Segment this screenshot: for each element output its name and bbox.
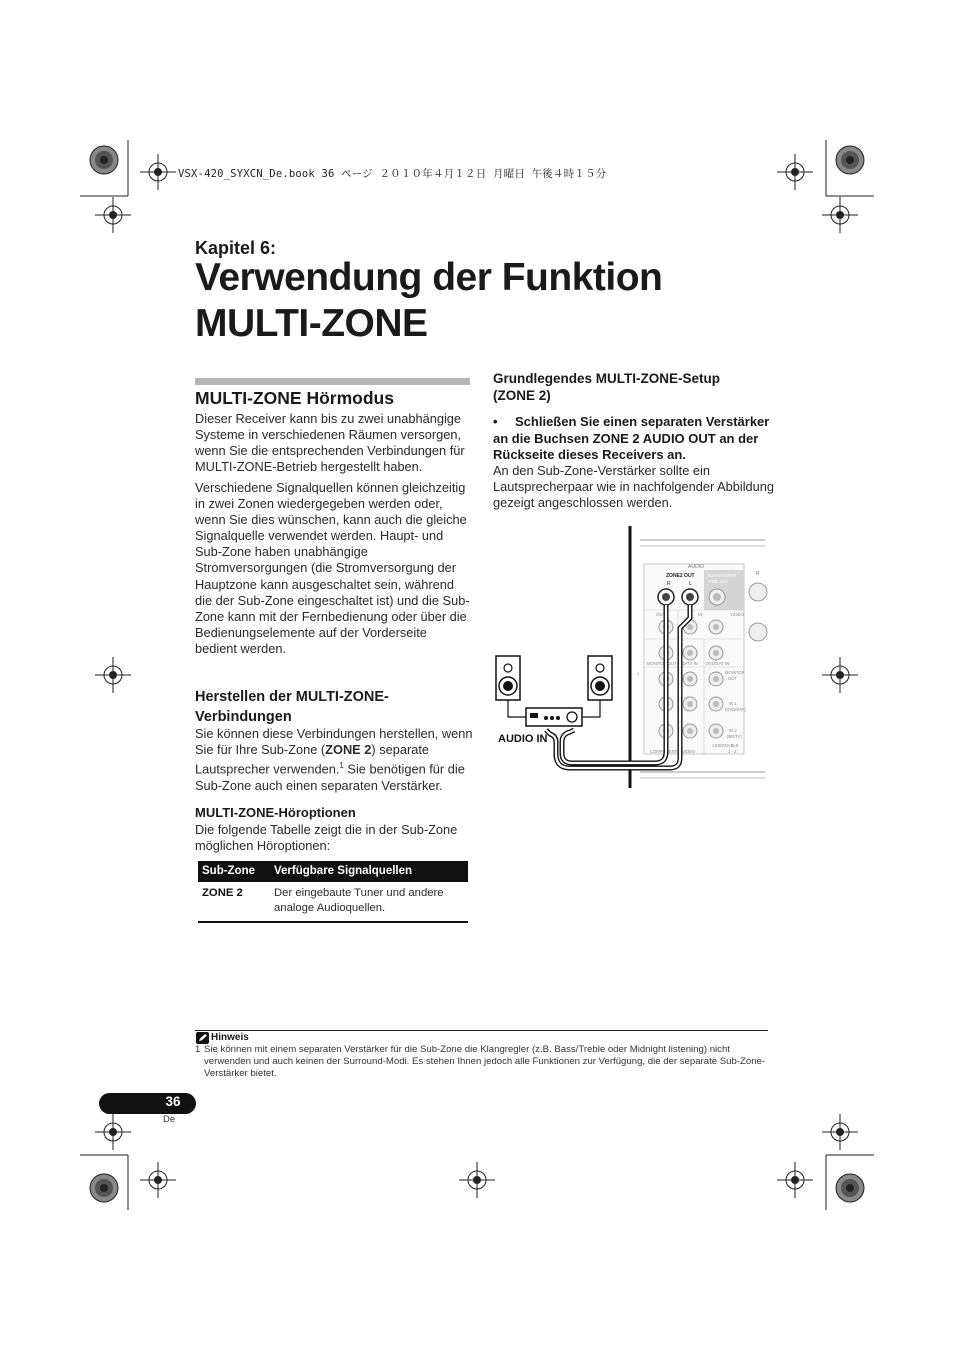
- note-body: Sie können mit einem separaten Verstärker für die Sub-Zone die Klangregler (z.B. Bass/Treble oder Midnight listening) nicht verwenden und auch keinen der Surround-Modi. Es stehen Ihnen jedoch alle Funktionen zur Verfügung, die der separate Sub-Zone-Verstärker bietet.: [204, 1044, 766, 1080]
- connections-text-b: ) separate Lautsprecher verwenden.: [195, 742, 430, 777]
- setup-title: Grundlegendes MULTI-ZONE-Setup (ZONE 2): [493, 371, 720, 403]
- panel-audio-label: AUDIO: [688, 564, 704, 570]
- video-label: VIDEO: [730, 612, 745, 617]
- note-text: [195, 1044, 770, 1081]
- subsection-title: Herstellen der MULTI-ZONE-Verbindungen: [195, 689, 389, 725]
- bd-tv-label: (BD/TV): [727, 734, 743, 739]
- table-cell-sources: Der eingebaute Tuner und andere analoge Audioquellen.: [270, 882, 468, 922]
- in1-label: IN 1: [729, 701, 737, 706]
- pre-out-label: PRE OUT: [709, 579, 730, 584]
- page-number: 36: [165, 1094, 181, 1109]
- note-rule: [195, 1030, 768, 1031]
- audio-in-label: AUDIO IN: [498, 733, 548, 745]
- table-header-sources: Verfügbare Signalquellen: [270, 861, 468, 882]
- edge-r-label: R: [756, 571, 760, 577]
- options-title: MULTI-ZONE-Höroptionen: [195, 805, 356, 820]
- section-title: MULTI-ZONE Hörmodus: [195, 388, 394, 408]
- zone2-connection-diagram: [490, 522, 770, 792]
- connections-text-a: Sie können diese Verbindungen herstellen, wenn Sie für Ihre Sub-Zone (: [195, 726, 473, 758]
- monitor-label: MONITOR: [725, 670, 745, 675]
- note-title: Hinweis: [211, 1032, 249, 1043]
- assignable-label: ASSIGNABLE: [712, 743, 739, 748]
- options-intro: Die folgende Tabelle zeigt die in der Sub-Zone möglichen Höroptionen:: [195, 822, 458, 854]
- dvd-sat-in-label: DVD/SAT IN: [706, 661, 730, 666]
- chapter-title-line1: Verwendung der Funktion: [195, 256, 663, 299]
- in-label: IN: [698, 612, 703, 617]
- zone2-r-label: R: [667, 581, 671, 587]
- zone2-out-label: ZONE2 OUT: [666, 573, 695, 579]
- footnote-ref[interactable]: 1: [339, 761, 344, 771]
- connections-text-c: Sie benötigen für die Sub-Zone auch einen separaten Verstärker.: [195, 761, 465, 793]
- table-header-row: [198, 861, 468, 882]
- assignable-range-label: 1 - 2: [728, 749, 737, 754]
- page-language: De: [163, 1114, 176, 1125]
- subwoofer-label: SUBWOOFER: [707, 573, 737, 578]
- chapter-title-line2: MULTI-ZONE: [195, 302, 428, 345]
- bullet: •: [493, 414, 498, 429]
- setup-body: An den Sub-Zone-Verstärker sollte ein Lautsprecherpaar wie in nachfolgender Abbildung gezeigt angeschlossen werden.: [493, 463, 775, 511]
- table-row: [198, 882, 468, 922]
- chapter-title: [195, 255, 795, 347]
- component-label: COMPONENT: [650, 749, 678, 754]
- zone2-l-label: L: [689, 581, 692, 587]
- zone2-bold: ZONE 2: [325, 742, 372, 758]
- one-label: 1: [637, 671, 640, 676]
- bd-tv-in-label: BD/TV IN: [680, 661, 698, 666]
- left-speaker-icon: [496, 656, 520, 700]
- table-cell-zone: ZONE 2: [198, 882, 270, 922]
- section-bar: [195, 378, 470, 385]
- print-header: VSX-420_SYXCN_De.book 36 ページ ２０１０年４月１２日 月曜日 午後４時１５分: [178, 168, 607, 180]
- signal-sources-paragraph: Verschiedene Signalquellen können gleichzeitig in zwei Zonen wiedergegeben werden oder, wenn Sie dies wünschen, kann auch die gleiche Signalquelle verwendet werden. Haupt- und Sub-Zone haben unabhängige Stromversorgungen (die Stromversorgung der Hauptzone kann ausgeschaltet sein, während die der Sub-Zone eingeschaltet ist) und die Sub-Zone kann mit der Fernbedienung oder über die Bedienungselemente auf der Vorderseite bedient werden.: [195, 480, 470, 656]
- in2-label: IN 2: [729, 728, 737, 733]
- note-pencil-icon: [196, 1032, 209, 1044]
- dvd-sat-label: (DVD/SAT): [725, 707, 746, 712]
- video2-label: VIDEO: [682, 749, 696, 754]
- chapter-label: Kapitel 6:: [195, 238, 277, 258]
- note-marker: 1: [195, 1044, 201, 1055]
- monitor-out2-label: OUT: [728, 676, 737, 681]
- listening-options-table: [198, 861, 468, 923]
- table-header-subzone: Sub-Zone: [198, 861, 270, 882]
- intro-paragraph: Dieser Receiver kann bis zu zwei unabhängige Systeme in verschiedenen Räumen versorgen, wenn Sie die entsprechenden Verbindungen für MULTI-ZONE-Betrieb hergestellt haben.: [195, 411, 465, 475]
- monitor-out-label: MONITOR OUT: [647, 661, 677, 666]
- setup-step: Schließen Sie einen separaten Verstärker an die Buchsen ZONE 2 AUDIO OUT an der Rückseite dieses Receivers an.: [493, 414, 770, 462]
- out-label: OUT: [656, 612, 666, 617]
- subzone-amplifier-icon: [526, 708, 582, 726]
- right-speaker-icon: [588, 656, 612, 700]
- connections-paragraph: [195, 726, 475, 794]
